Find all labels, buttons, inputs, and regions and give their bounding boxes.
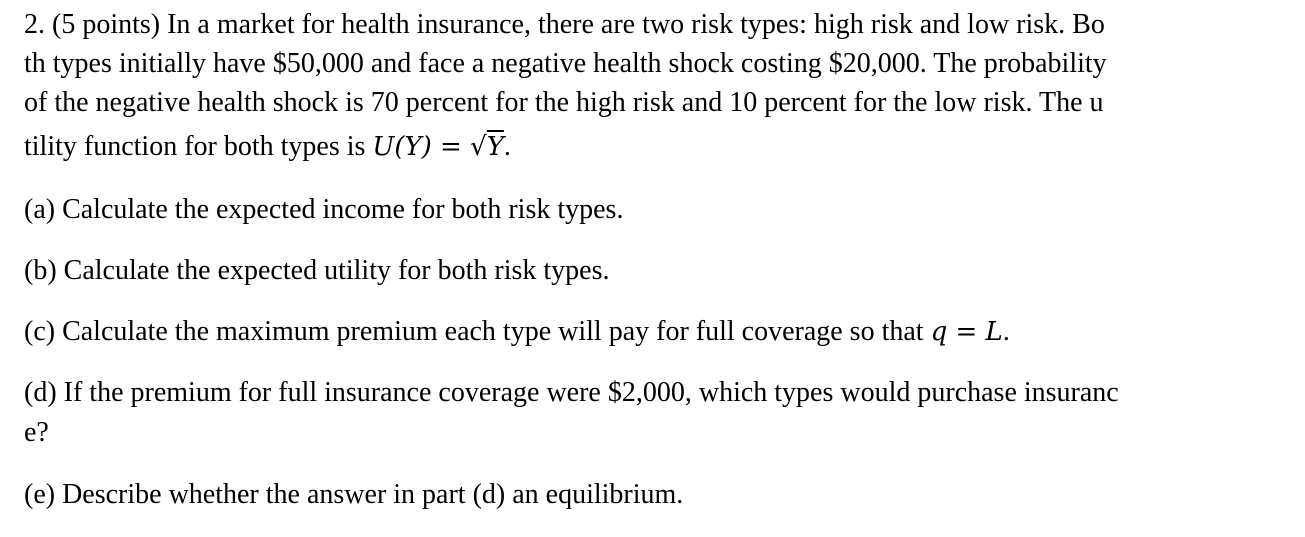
coverage-condition: q = L bbox=[930, 317, 1003, 347]
square-root-symbol: √ bbox=[470, 132, 487, 162]
part-c-period: . bbox=[1002, 316, 1010, 347]
question-intro-line-3: of the negative health shock is 70 percent for the high risk and 10 percent for the low risk. The u bbox=[24, 87, 1104, 118]
part-d-line-1: (d) If the premium for full insurance coverage were $2,000, which types would purchase insuranc bbox=[24, 377, 1119, 408]
utility-function-lhs: U(Y) bbox=[372, 132, 432, 162]
part-c-text: (c) Calculate the maximum premium each type will pay for full coverage so that bbox=[24, 316, 931, 347]
question-intro-line-2: th types initially have $50,000 and face a negative health shock costing $20,000. The probability bbox=[24, 48, 1107, 79]
square-root-argument: Y bbox=[486, 132, 504, 162]
part-b: (b) Calculate the expected utility for both risk types. bbox=[24, 255, 610, 286]
part-c bbox=[24, 315, 1010, 349]
part-a: (a) Calculate the expected income for both risk types. bbox=[24, 194, 624, 225]
equals-sign: = bbox=[431, 132, 471, 162]
part-d-line-2: e? bbox=[24, 417, 49, 448]
part-e: (e) Describe whether the answer in part (d) an equilibrium. bbox=[24, 479, 684, 510]
question-intro-line-1: 2. (5 points) In a market for health insurance, there are two risk types: high risk and low risk. Bo bbox=[24, 9, 1105, 40]
sentence-period: . bbox=[503, 131, 511, 162]
utility-text: tility function for both types is bbox=[24, 131, 373, 162]
question-intro-line-4 bbox=[24, 130, 511, 164]
